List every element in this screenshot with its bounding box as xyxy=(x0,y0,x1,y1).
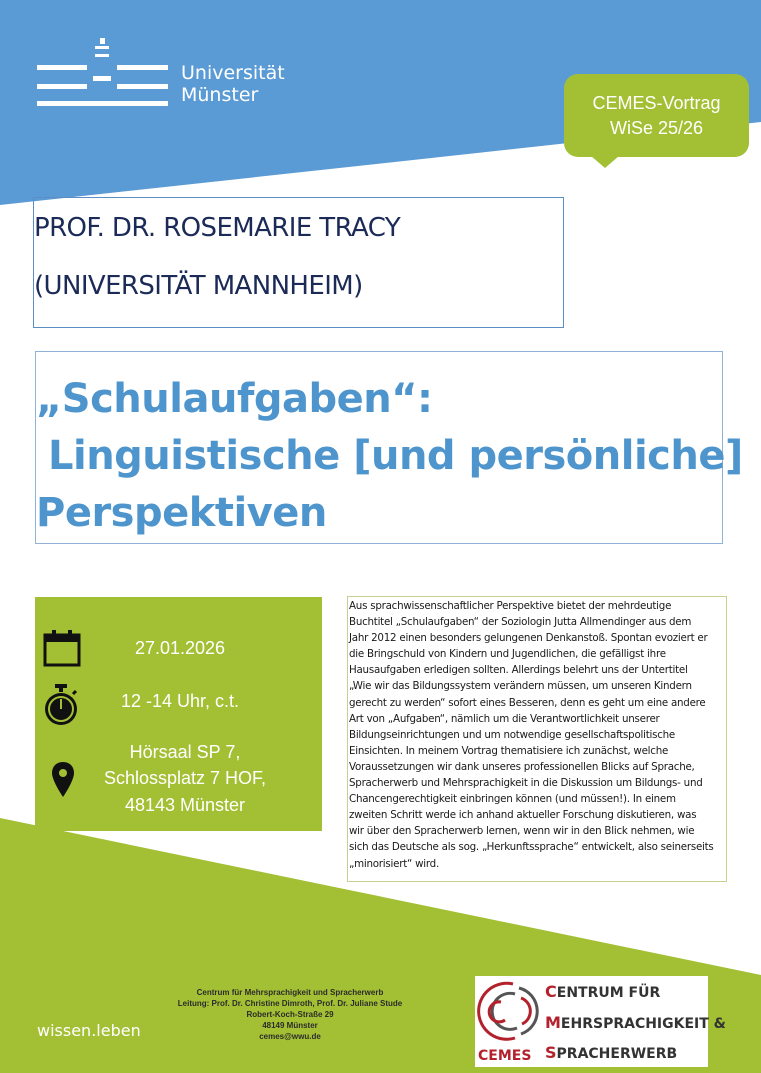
event-date: 27.01.2026 xyxy=(134,638,226,658)
cemes-logo xyxy=(475,976,726,1067)
abstract-line: Bildungseinrichtungen und um notwendige gesellschaftspolitische xyxy=(349,728,676,741)
event-location-line1: Hörsaal SP 7, xyxy=(129,742,241,762)
slogan: wissen.leben xyxy=(37,1021,141,1040)
abstract-line: „Wie wir das Bildungssystem verändern müssen, um unseren Kindern xyxy=(349,680,692,693)
cemes-acronym: CEMES xyxy=(478,1048,532,1064)
university-logo xyxy=(37,38,307,110)
university-name-line2: Münster xyxy=(181,84,259,106)
university-logo-icon xyxy=(37,38,177,110)
title-line3: Perspektiven xyxy=(36,490,327,536)
abstract-text xyxy=(347,596,727,882)
abstract-line: Einsichten. In meinem Vortrag thematisiere ich zunächst, welche xyxy=(349,744,669,757)
title-line1: „Schulaufgaben“: xyxy=(36,376,433,422)
badge-tail xyxy=(591,156,619,168)
speaker-affiliation: (UNIVERSITÄT MANNHEIM) xyxy=(34,271,363,301)
abstract-line: die Bringschuld von Kindern und Jugendlichen, die gefälligst ihre xyxy=(349,648,666,661)
abstract-line: Jahr 2012 einen besonders gelungenen Denkanstoß. Spontan evoziert er xyxy=(349,632,708,645)
event-location-line3: 48143 Münster xyxy=(124,795,246,815)
abstract-line: Hausaufgaben erledigen sollten. Allerdings belehrt uns der Untertitel xyxy=(349,664,688,677)
abstract-line: Aus sprachwissenschaftlicher Perspektive bietet der mehrdeutige xyxy=(349,600,672,612)
event-info-box xyxy=(35,597,322,831)
university-name-line1: Universität xyxy=(181,62,285,84)
abstract-line: gerecht zu werden“ sofort eines Besseren, denn es geht um eine andere xyxy=(349,696,706,709)
cemes-line1: CENTRUM FÜR xyxy=(545,982,661,1001)
abstract-line: Art von „Aufgaben“, nämlich um die Verantwortlichkeit unserer xyxy=(349,712,660,725)
speaker-name: PROF. DR. ROSEMARIE TRACY xyxy=(34,213,401,243)
abstract-line: „minorisiert“ wird. xyxy=(349,857,439,870)
event-location-line2: Schlossplatz 7 HOF, xyxy=(103,768,267,788)
abstract-line: Voraussetzungen wir dank unseres professionellen Blicks auf Sprache, xyxy=(349,760,695,773)
abstract-line: Buchtitel „Schulaufgaben“ der Soziologin Jutta Allmendinger aus dem xyxy=(349,616,692,629)
footer-email[interactable]: cemes@wwu.de xyxy=(259,1032,321,1041)
abstract-line: Chancengerechtigkeit einbringen können (und müssen!). In einem xyxy=(349,793,676,806)
lecture-badge xyxy=(564,74,749,157)
badge-line2: WiSe 25/26 xyxy=(609,118,704,138)
cemes-circles-icon xyxy=(475,976,545,1056)
abstract-line: sich das Deutsche als sog. „Herkunftssprache“ entwickelt, also seinerseits xyxy=(349,841,714,854)
event-time: 12 -14 Uhr, c.t. xyxy=(120,691,240,711)
title-line2: Linguistische [und persönliche] xyxy=(48,433,743,479)
footer-leadership: Leitung: Prof. Dr. Christine Dimroth, Prof. Dr. Juliane Stude xyxy=(177,999,403,1008)
footer-city: 48149 Münster xyxy=(262,1021,318,1030)
footer-contact xyxy=(150,987,430,1042)
cemes-line2: MEHRSPRACHIGKEIT & xyxy=(545,1013,726,1032)
abstract-line: zweiten Schritt werde ich anhand aktueller Forschung diskutieren, was xyxy=(349,809,697,822)
footer-center-name: Centrum für Mehrsprachigkeit und Spracherwerb xyxy=(196,988,384,997)
footer-street: Robert-Koch-Straße 29 xyxy=(246,1010,334,1019)
location-pin-icon xyxy=(51,761,75,799)
calendar-icon xyxy=(43,629,81,667)
lecture-title-box xyxy=(35,351,743,544)
cemes-line3: SPRACHERWERB xyxy=(545,1043,678,1062)
abstract-line: wir über den Spracherwerb lernen, wenn wir in den Blick nehmen, wie xyxy=(349,825,695,838)
badge-line1: CEMES-Vortrag xyxy=(592,93,721,113)
abstract-line: Spracherwerb und Mehrsprachigkeit in die Diskussion um Bildungs- und xyxy=(349,777,703,790)
stopwatch-icon xyxy=(42,683,80,727)
speaker-box xyxy=(33,197,564,328)
